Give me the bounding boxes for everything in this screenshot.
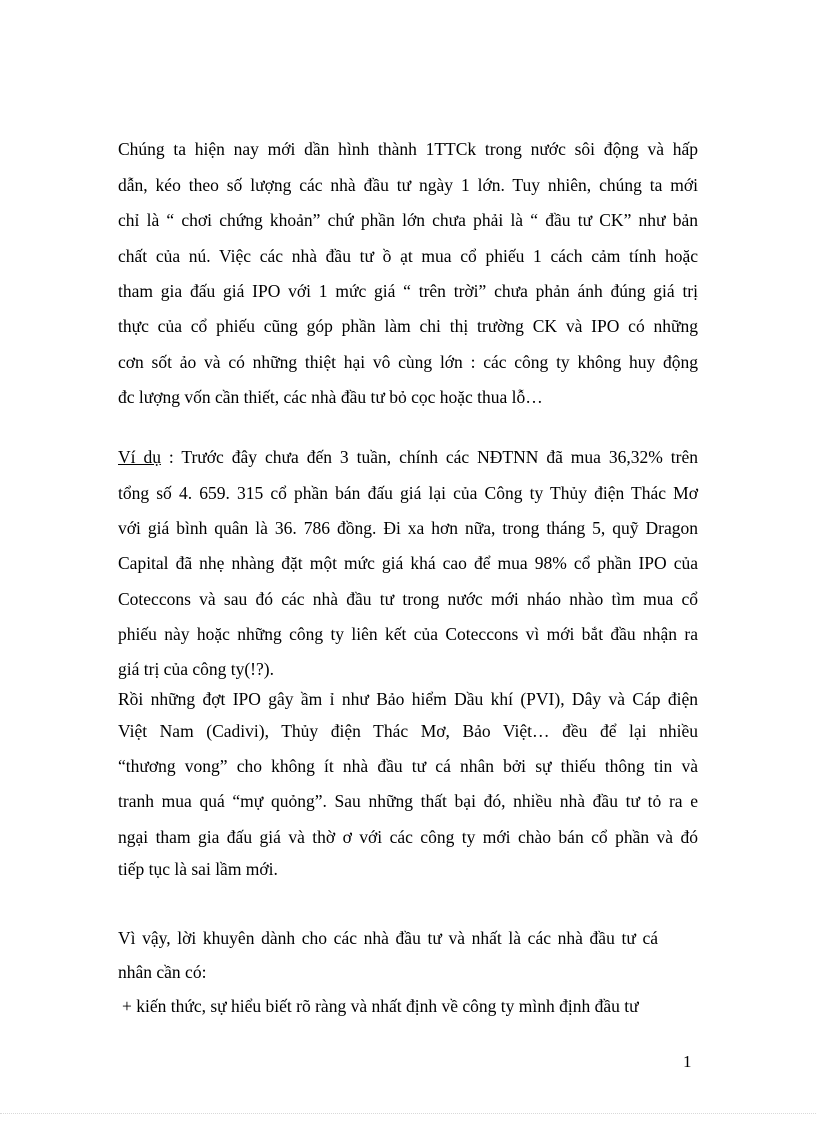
text-line: Capital đã nhẹ nhàng đặt một mức giá khá cao để mua 98% cổ phần IPO của: [118, 553, 698, 573]
text-line: tiếp tục là sai lầm mới.: [118, 859, 278, 879]
example-label: Ví dụ: [118, 447, 161, 467]
text-line: + kiến thức, sự hiểu biết rõ ràng và nhất định về công ty mình định đầu tư: [122, 996, 639, 1016]
text-line: chỉ là “ chơi chứng khoản” chứ phần lớn chưa phải là “ đầu tư CK” như bản: [118, 210, 698, 230]
text-line: ngại tham gia đấu giá và thờ ơ với các công ty mới chào bán cổ phần và đó: [118, 827, 698, 847]
text-line: tranh mua quá “mự quỏng”. Sau những thất bại đó, nhiều nhà đầu tư tỏ ra e: [118, 791, 698, 811]
text-line: cơn sốt ảo và có những thiệt hại vô cùng lớn : các công ty không huy động: [118, 352, 698, 372]
text-line: tham gia đấu giá IPO với 1 mức giá “ trên trời” chưa phản ánh đúng giá trị: [118, 281, 698, 301]
text-line: “thương vong” cho không ít nhà đầu tư cá nhân bởi sự thiếu thông tin và: [118, 756, 698, 776]
text-line: nhân cần có:: [118, 962, 207, 982]
text-line: đc lượng vốn cần thiết, các nhà đầu tư bỏ cọc hoặc thua lỗ…: [118, 387, 543, 407]
page-bottom-border: [0, 1113, 816, 1114]
text-line: Việt Nam (Cadivi), Thủy điện Thác Mơ, Bảo Việt… đều để lại nhiều: [118, 721, 698, 741]
text-line: với giá bình quân là 36. 786 đồng. Đi xa hơn nữa, trong tháng 5, quỹ Dragon: [118, 518, 698, 538]
text-line: Rồi những đợt IPO gây ầm ỉ như Bảo hiểm Dầu khí (PVI), Dây và Cáp điện: [118, 689, 698, 709]
text-line: [118, 446, 698, 468]
example-first-line: : Trước đây chưa đến 3 tuần, chính các NĐTNN đã mua 36,32% trên: [160, 447, 698, 467]
text-line: dẫn, kéo theo số lượng các nhà đầu tư ngày 1 lớn. Tuy nhiên, chúng ta mới: [118, 175, 698, 195]
text-line: giá trị của công ty(!?).: [118, 659, 274, 679]
text-line: thực của cổ phiếu cũng góp phần làm chi thị trường CK và IPO có những: [118, 316, 698, 336]
text-line: phiếu này hoặc những công ty liên kết của Coteccons vì mới bắt đầu nhận ra: [118, 624, 698, 644]
page-number: 1: [683, 1052, 692, 1071]
text-line: Chúng ta hiện nay mới dần hình thành 1TTCk trong nước sôi động và hấp: [118, 139, 698, 159]
text-line: chất của nú. Việc các nhà đầu tư ồ ạt mua cổ phiếu 1 cách cảm tính hoặc: [118, 246, 698, 266]
text-line: Coteccons và sau đó các nhà đầu tư trong nước mới nháo nhào tìm mua cổ: [118, 589, 698, 609]
text-line: Vì vậy, lời khuyên dành cho các nhà đầu tư và nhất là các nhà đầu tư cá: [118, 928, 658, 948]
text-line: tổng số 4. 659. 315 cổ phần bán đấu giá lại của Công ty Thủy điện Thác Mơ: [118, 483, 698, 503]
